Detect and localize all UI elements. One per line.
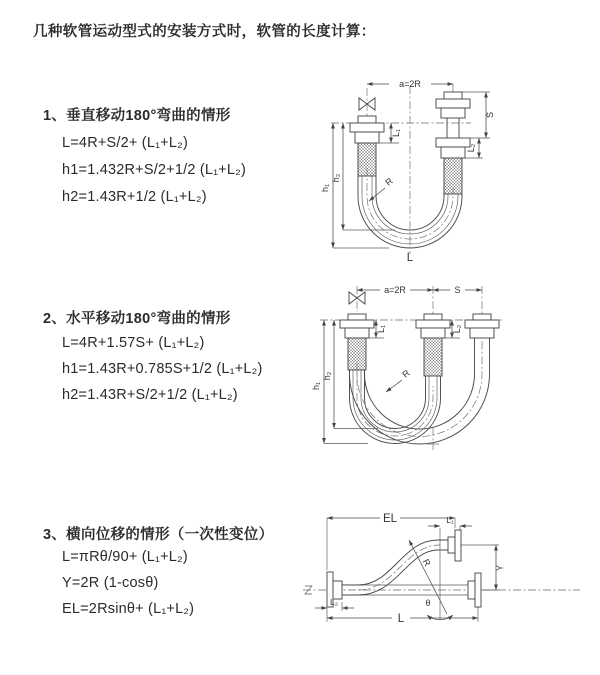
hose-s-curve <box>358 540 440 595</box>
dim-label-l1: L₁ <box>391 128 401 138</box>
formula-h1: h1=1.43R+0.785S+1/2 (L₁+L₂) <box>62 361 263 377</box>
dimension-el <box>327 513 455 570</box>
dimension-l <box>327 607 478 625</box>
dim-label-y: Y <box>495 564 505 572</box>
formula-length: L=4R+S/2+ (L₁+L₂) <box>62 135 188 151</box>
formula-y: Y=2R (1-cosθ) <box>62 575 159 591</box>
dimension-l1 <box>428 515 472 530</box>
dim-label-s: S <box>454 285 461 295</box>
dim-label-h1: h₁ <box>320 183 330 193</box>
dim-label-l1: L₁ <box>446 515 454 525</box>
dim-label-s: S <box>485 111 495 119</box>
diagram-horizontal-180-bend <box>306 278 598 460</box>
section-heading: 1、垂直移动180°弯曲的情形 <box>43 108 231 124</box>
formula-length: L=4R+1.57S+ (L₁+L₂) <box>62 335 205 351</box>
dim-label-h1: h₁ <box>311 381 321 391</box>
dim-label-width: a=2R <box>399 79 421 89</box>
formula-h2: h2=1.43R+1/2 (L₁+L₂) <box>62 189 207 205</box>
right-fitting <box>465 314 499 338</box>
middle-fitting <box>416 314 450 376</box>
dim-label-el: EL <box>382 513 398 525</box>
dimension-l2 <box>315 597 354 611</box>
left-fitting <box>350 116 384 176</box>
formula-h2: h2=1.43R+S/2+1/2 (L₁+L₂) <box>62 387 238 403</box>
upper-flange <box>438 530 461 561</box>
formula-length: L=πRθ/90+ (L₁+L₂) <box>62 549 188 565</box>
dim-label-l2: L₂ <box>466 143 476 153</box>
angle-label: θ <box>425 598 431 608</box>
formula-el: EL=2Rsinθ+ (L₁+L₂) <box>62 601 195 617</box>
radius-label: R <box>420 557 433 568</box>
right-fitting <box>436 92 470 194</box>
page-title: 几种软管运动型式的安装方式时，软管的长度计算： <box>33 24 376 40</box>
formula-h1: h1=1.432R+S/2+1/2 (L₁+L₂) <box>62 162 247 178</box>
diagram-lateral-displacement <box>300 502 600 642</box>
angle-callout <box>425 598 453 620</box>
dim-label-l2: L₂ <box>329 597 339 607</box>
radius-callout <box>386 367 412 392</box>
section-heading: 3、横向位移的情形（一次性变位） <box>43 527 274 543</box>
length-label: L <box>406 252 414 264</box>
radius-label: R <box>400 367 412 380</box>
dim-label-l: L <box>397 613 405 625</box>
left-fitting <box>340 314 374 370</box>
dim-label-width: a=2R <box>384 285 406 295</box>
hose-u-bend-moved <box>350 338 490 444</box>
diagram-vertical-180-bend <box>303 68 595 264</box>
dimension-s <box>433 285 482 295</box>
radius-label: R <box>383 175 395 188</box>
braid-hose <box>424 338 442 376</box>
dim-label-l2: L₂ <box>452 324 462 334</box>
dim-label-h2: h₂ <box>331 173 341 183</box>
radius-callout <box>369 175 395 201</box>
dim-label-h2: h₂ <box>322 371 332 381</box>
dim-label-l1: L₁ <box>376 324 386 334</box>
section-heading: 2、水平移动180°弯曲的情形 <box>43 311 231 327</box>
dimension-width <box>357 285 433 295</box>
